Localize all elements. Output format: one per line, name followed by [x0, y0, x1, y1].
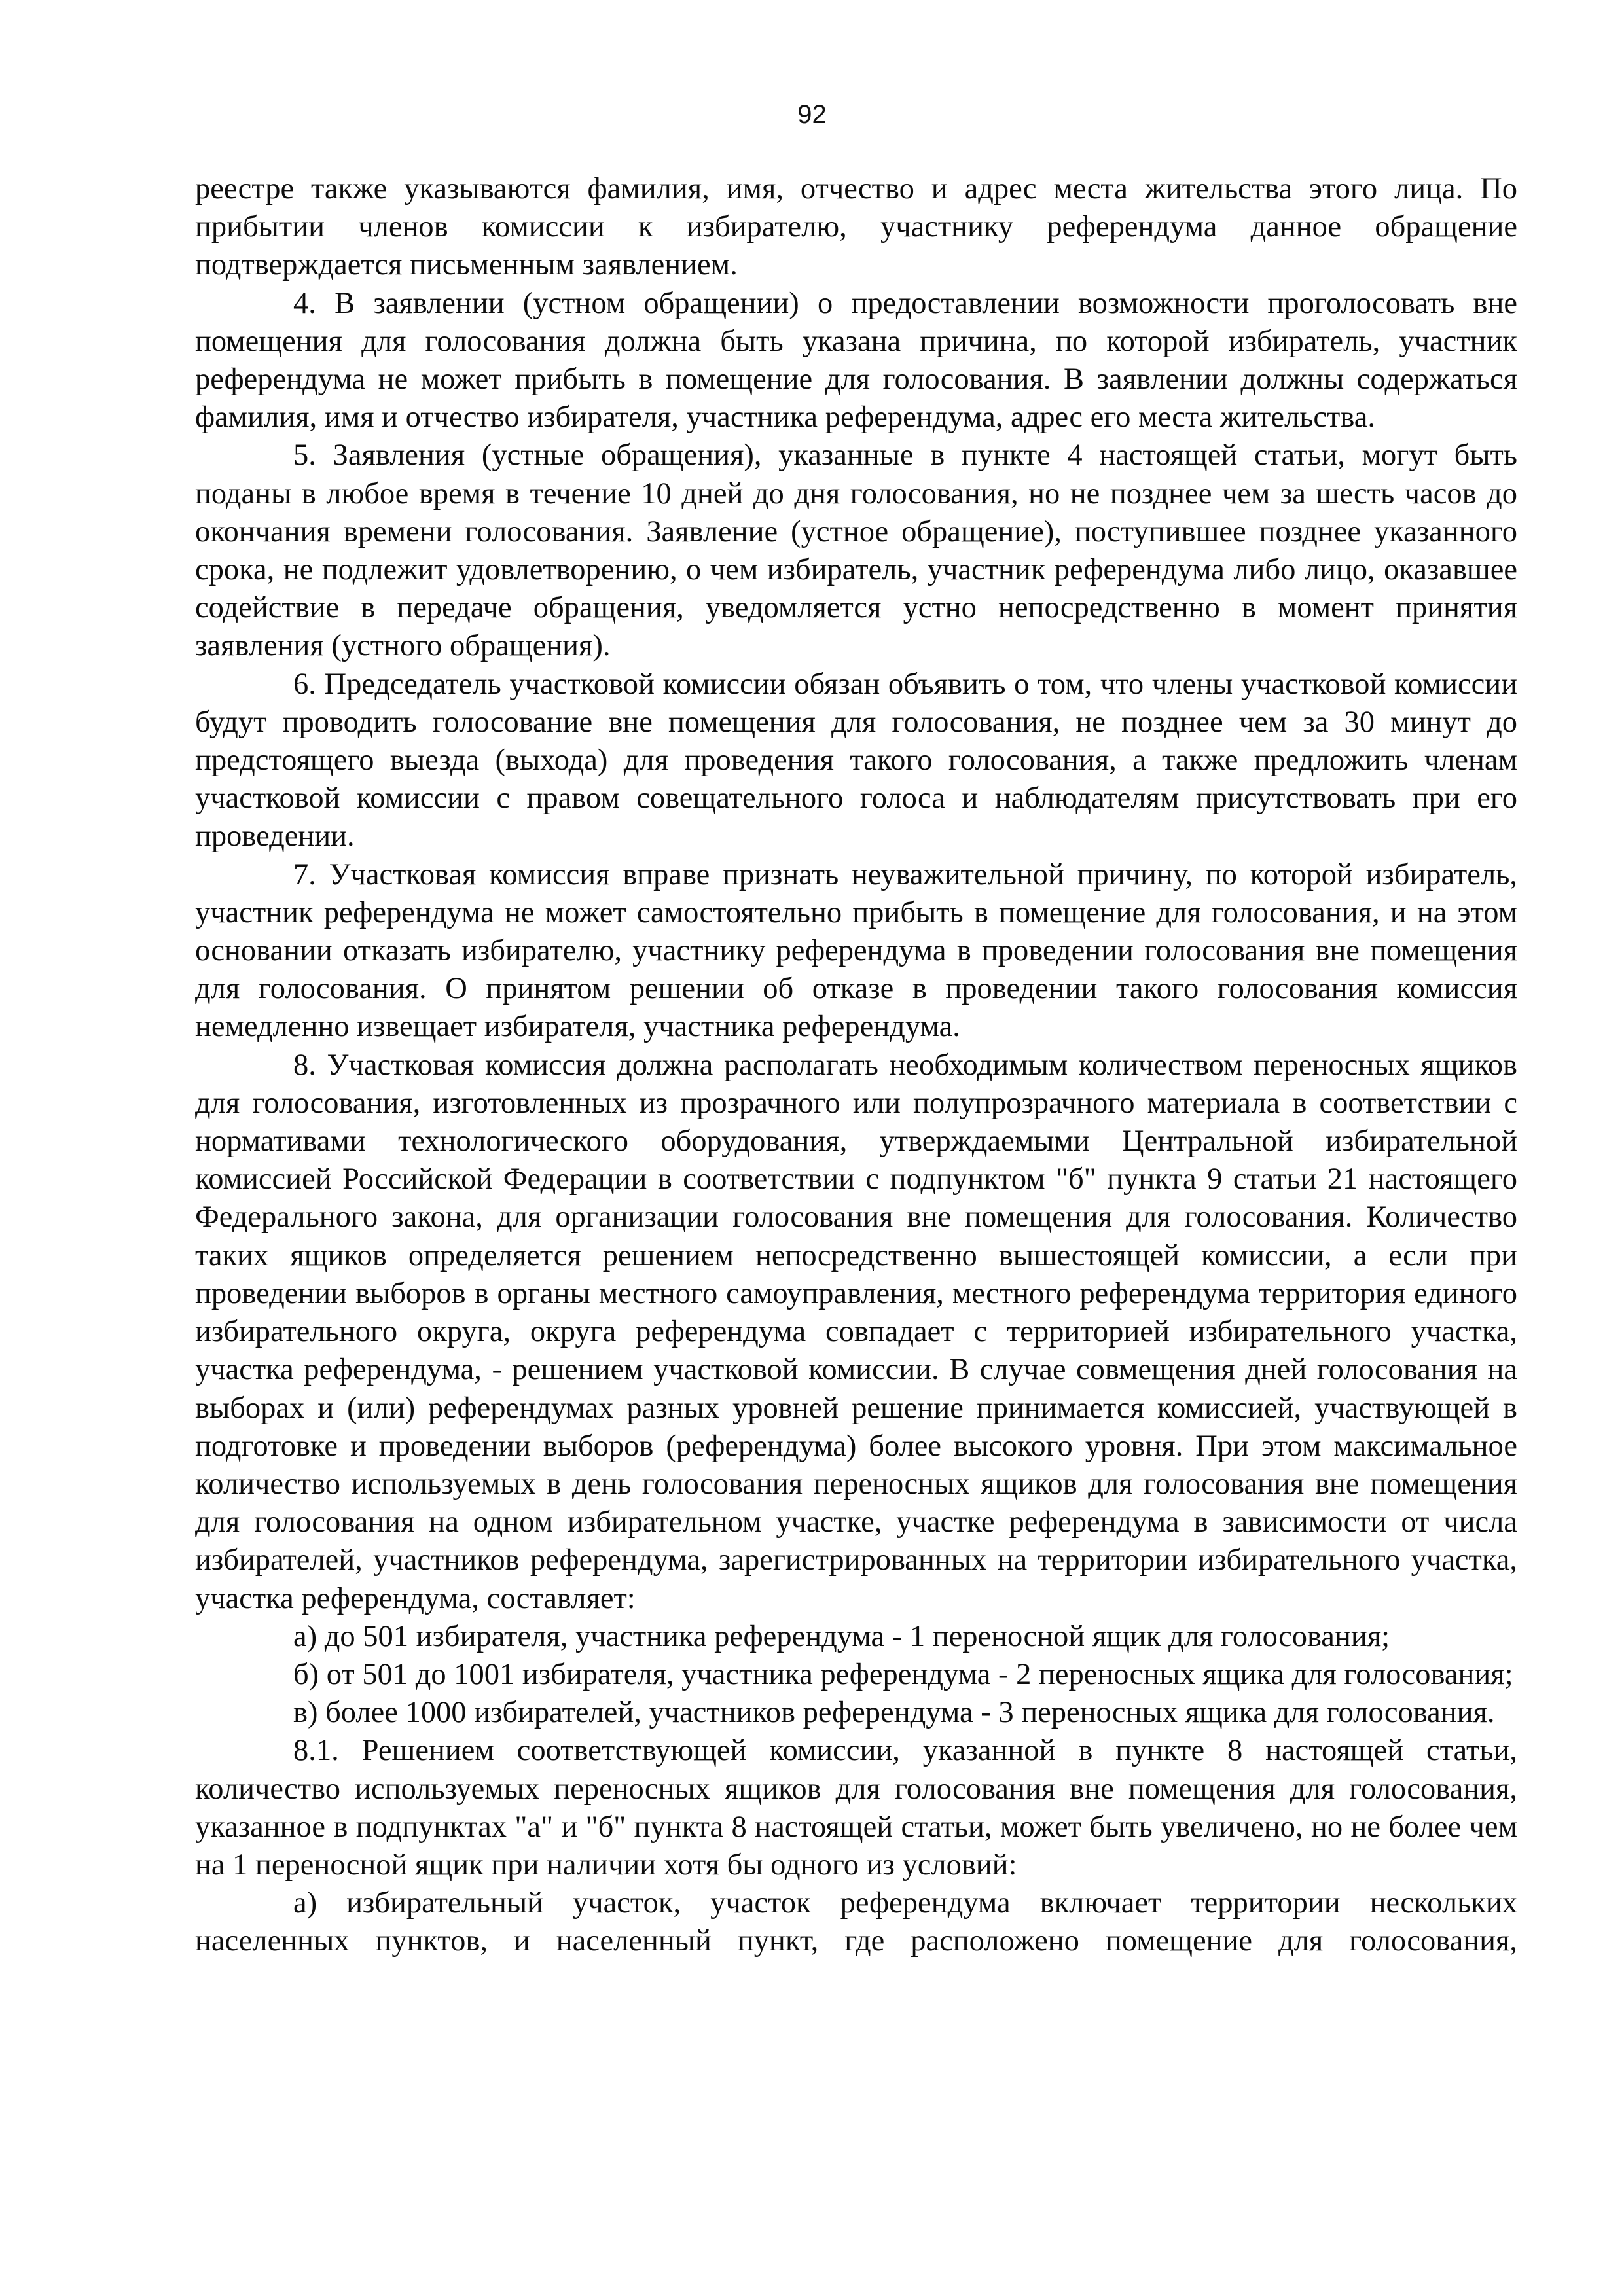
paragraph-item-4: 4. В заявлении (устном обращении) о предоставлении возможности проголосовать вне помещения для голосования должна быть указана причина, по которой избиратель, участник референдума не может прибыть в помещение для голосования. В заявлении должны содержаться фамилия, имя и отчество избирателя, участника референдума, адрес его места жительства.	[195, 286, 1517, 435]
document-body	[195, 170, 1517, 1961]
paragraph-item-8-c: в) более 1000 избирателей, участников референдума - 3 переносных ящика для голосования.	[293, 1696, 1495, 1730]
paragraph-item-5: 5. Заявления (устные обращения), указанные в пункте 4 настоящей статьи, могут быть поданы в любое время в течение 10 дней до дня голосования, но не позднее чем за шесть часов до окончания времени голосования. Заявление (устное обращение), поступившее позднее указанного срока, не подлежит удовлетворению, о чем избиратель, участник референдума либо лицо, оказавшее содействие в передаче обращения, уведомляется устно непосредственно в момент принятия заявления (устного обращения).	[195, 439, 1517, 663]
paragraph-item-8-1: 8.1. Решением соответствующей комиссии, указанной в пункте 8 настоящей статьи, количество используемых переносных ящиков для голосования вне помещения для голосования, указанное в подпунктах "а" и "б" пункта 8 настоящей статьи, может быть увеличено, но не более чем на 1 переносной ящик при наличии хотя бы одного из условий:	[195, 1734, 1517, 1882]
paragraph-item-6: 6. Председатель участковой комиссии обязан объявить о том, что члены участковой комиссии будут проводить голосование вне помещения для голосования, не позднее чем за 30 минут до предстоящего выезда (выхода) для проведения такого голосования, а также предложить членам участковой комиссии с правом совещательного голоса и наблюдателям присутствовать при его проведении.	[195, 667, 1517, 853]
paragraph-item-8-b: б) от 501 до 1001 избирателя, участника референдума - 2 переносных ящика для голосования;	[293, 1657, 1513, 1691]
paragraph-item-8-1-a: а) избирательный участок, участок референдума включает территории нескольких населенных пунктов, и населенный пункт, где расположено помещение для голосования,	[195, 1886, 1517, 1958]
page-number: 92	[797, 100, 827, 129]
paragraph-item-8: 8. Участковая комиссия должна располагать необходимым количеством переносных ящиков для голосования, изготовленных из прозрачного или полупрозрачного материала в соответствии с нормативами технологического оборудования, утверждаемыми Центральной избирательной комиссией Российской Федерации в соответствии с подпунктом "б" пункта 9 статьи 21 настоящего Федерального закона, для организации голосования вне помещения для голосования. Количество таких ящиков определяется решением непосредственно вышестоящей комиссии, а если при проведении выборов в органы местного самоуправления, местного референдума территория единого избирательного округа, округа референдума совпадает с территорией избирательного участка, участка референдума, - решением участковой комиссии. В случае совмещения дней голосования на выборах и (или) референдумах разных уровней решение принимается комиссией, участвующей в подготовке и проведении выборов (референдума) более высокого уровня. При этом максимальное количество используемых в день голосования переносных ящиков для голосования вне помещения для голосования на одном избирательном участке, участке референдума в зависимости от числа избирателей, участников референдума, зарегистрированных на территории избирательного участка, участка референдума, составляет:	[195, 1048, 1517, 1615]
paragraph-item-8-a: а) до 501 избирателя, участника референдума - 1 переносной ящик для голосования;	[293, 1619, 1390, 1653]
paragraph-continuation: реестре также указываются фамилия, имя, отчество и адрес места жительства этого лица. По прибытии членов комиссии к избирателю, участнику референдума данное обращение подтверждается письменным заявлением.	[195, 172, 1517, 282]
paragraph-item-7: 7. Участковая комиссия вправе признать неуважительной причину, по которой избиратель, участник референдума не может самостоятельно прибыть в помещение для голосования, и на этом основании отказать избирателю, участнику референдума в проведении голосования вне помещения для голосования. О принятом решении об отказе в проведении такого голосования комиссия немедленно извещает избирателя, участника референдума.	[195, 857, 1517, 1044]
